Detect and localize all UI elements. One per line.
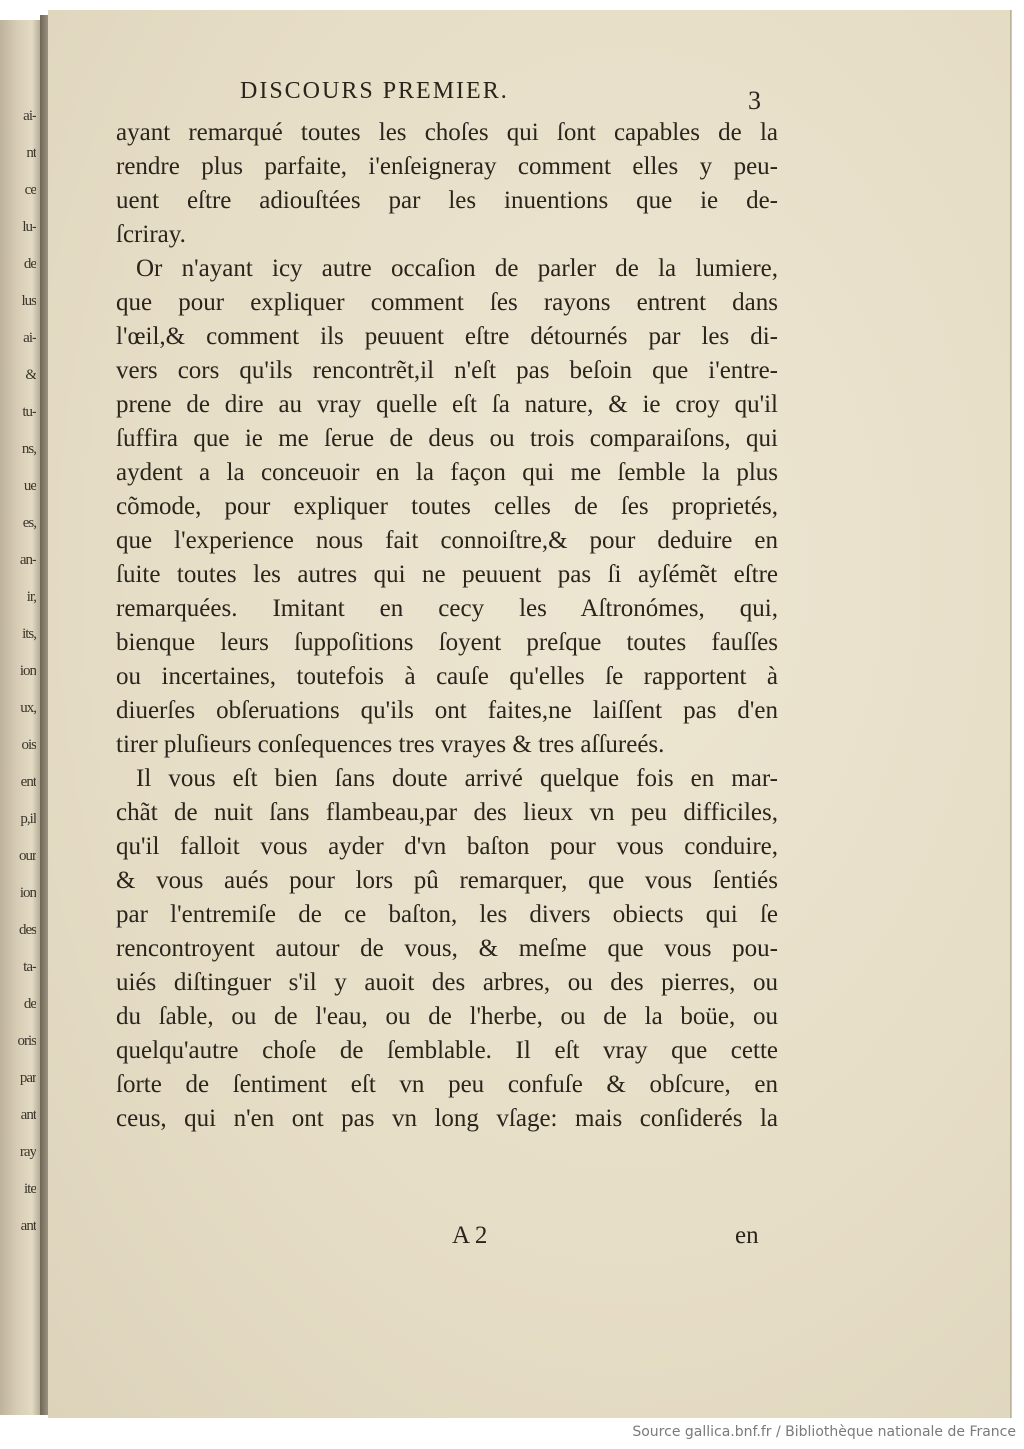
text-line: ou incertaines, toutefois à cauſe qu'elles ſe rapportent à	[116, 663, 778, 690]
facing-page-fragment: its,	[22, 626, 36, 642]
facing-page-fragment: ai-	[23, 108, 36, 124]
facing-page-fragment: ta-	[23, 959, 36, 975]
source-credit: Source gallica.bnf.fr / Bibliothèque nationale de France	[632, 1424, 1016, 1440]
facing-page-fragment: es,	[22, 515, 36, 531]
facing-page-fragment: an-	[19, 552, 36, 568]
facing-page-fragment: ai-	[23, 330, 36, 346]
signature-mark: A 2	[452, 1222, 488, 1249]
facing-page-fragment: ite	[24, 1181, 36, 1197]
facing-page-fragment: p,il	[20, 811, 36, 827]
text-line: aydent a la conceuoir en la façon qui me ſemble la plus	[116, 459, 778, 486]
facing-page-fragment: ue	[23, 478, 36, 494]
text-line: chãt de nuit ſans flambeau,par des lieux vn peu difficiles,	[116, 799, 778, 826]
text-line: uiés diſtinguer s'il y auoit des arbres, ou des pierres, ou	[116, 969, 778, 996]
facing-page-fragment: &	[25, 367, 36, 383]
text-line: par l'entremiſe de ce baſton, les divers obiects qui ſe	[116, 901, 778, 928]
facing-page-fragment: des	[19, 922, 36, 938]
text-line: cõmode, pour expliquer toutes celles de ſes proprietés,	[116, 493, 778, 520]
text-line: rendre plus parfaite, i'enſeigneray comment elles y peu-	[116, 153, 778, 180]
facing-page-fragment: ion	[19, 885, 36, 901]
text-line: vers cors qu'ils rencontrẽt,il n'eſt pas beſoin que i'entre-	[116, 357, 778, 384]
text-line: uent eſtre adiouſtées par les inuentions que ie de-	[116, 187, 778, 214]
text-line: ceus, qui n'en ont pas vn long vſage: mais conſiderés la	[116, 1105, 778, 1132]
text-line: ayant remarqué toutes les choſes qui ſont capables de la	[116, 119, 778, 146]
text-line: rencontroyent autour de vous, & meſme que vous pou-	[116, 935, 778, 962]
text-line: Il vous eſt bien ſans doute arrivé quelque fois en mar-	[136, 765, 778, 792]
facing-page-fragment: ir,	[26, 589, 36, 605]
text-line: diuerſes obſeruations qu'ils ont faites,ne laiſſent pas d'en	[116, 697, 778, 724]
facing-page-edge	[0, 20, 40, 1415]
facing-page-fragment: ant	[20, 1218, 36, 1234]
text-line: bienque leurs ſuppoſitions ſoyent preſque toutes fauſſes	[116, 629, 778, 656]
text-line: remarquées. Imitant en cecy les Aſtronómes, qui,	[116, 595, 778, 622]
facing-page-fragment: de	[23, 256, 36, 272]
facing-page-fragment: oris	[17, 1033, 36, 1049]
text-line: que pour expliquer comment ſes rayons entrent dans	[116, 289, 778, 316]
text-line: tirer pluſieurs conſequences tres vrayes & tres aſſureés.	[116, 731, 665, 758]
facing-page-fragment: ant	[20, 1107, 36, 1123]
facing-page-fragment: par	[19, 1070, 36, 1086]
facing-page-fragment: de	[23, 996, 36, 1012]
text-line: quelqu'autre choſe de ſemblable. Il eſt vray que cette	[116, 1037, 778, 1064]
facing-page-fragment: nt	[26, 145, 36, 161]
text-line: prene de dire au vray quelle eſt ſa nature, & ie croy qu'il	[116, 391, 778, 418]
text-line: ſorte de ſentiment eſt vn peu confuſe & obſcure, en	[116, 1071, 778, 1098]
facing-page-fragment: ce	[24, 182, 36, 198]
facing-page-fragment: our	[19, 848, 36, 864]
text-line: du ſable, ou de l'eau, ou de l'herbe, ou de la boüe, ou	[116, 1003, 778, 1030]
facing-page-fragment: ray	[19, 1144, 36, 1160]
running-head: DISCOURS PREMIER.	[240, 78, 509, 104]
text-line: ſuite toutes les autres qui ne peuuent pas ſi ayſémẽt eſtre	[116, 561, 778, 588]
facing-page-fragment: lus	[21, 293, 36, 309]
facing-page-fragment: ois	[21, 737, 36, 753]
facing-page-fragment: ux,	[20, 700, 36, 716]
facing-page-fragment: ent	[20, 774, 36, 790]
facing-page-fragment: tu-	[22, 404, 36, 420]
text-line: l'œil,& comment ils peuuent eſtre détournés par les di-	[116, 323, 778, 350]
text-line: Or n'ayant icy autre occaſion de parler de la lumiere,	[136, 255, 778, 282]
text-line: que l'experience nous fait connoiſtre,& pour deduire en	[116, 527, 778, 554]
page-number: 3	[748, 86, 761, 115]
text-line: & vous aués pour lors pû remarquer, que vous ſentiés	[116, 867, 778, 894]
body-text	[116, 116, 778, 1216]
text-line: qu'il falloit vous ayder d'vn baſton pour vous conduire,	[116, 833, 778, 860]
text-line: ſcriray.	[116, 221, 186, 248]
facing-page-fragment: lu-	[22, 219, 36, 235]
text-line: ſuffira que ie me ſerue de deus ou trois comparaiſons, qui	[116, 425, 778, 452]
catchword: en	[735, 1222, 759, 1249]
facing-page-fragment: ion	[19, 663, 36, 679]
facing-page-fragment: ns,	[21, 441, 36, 457]
